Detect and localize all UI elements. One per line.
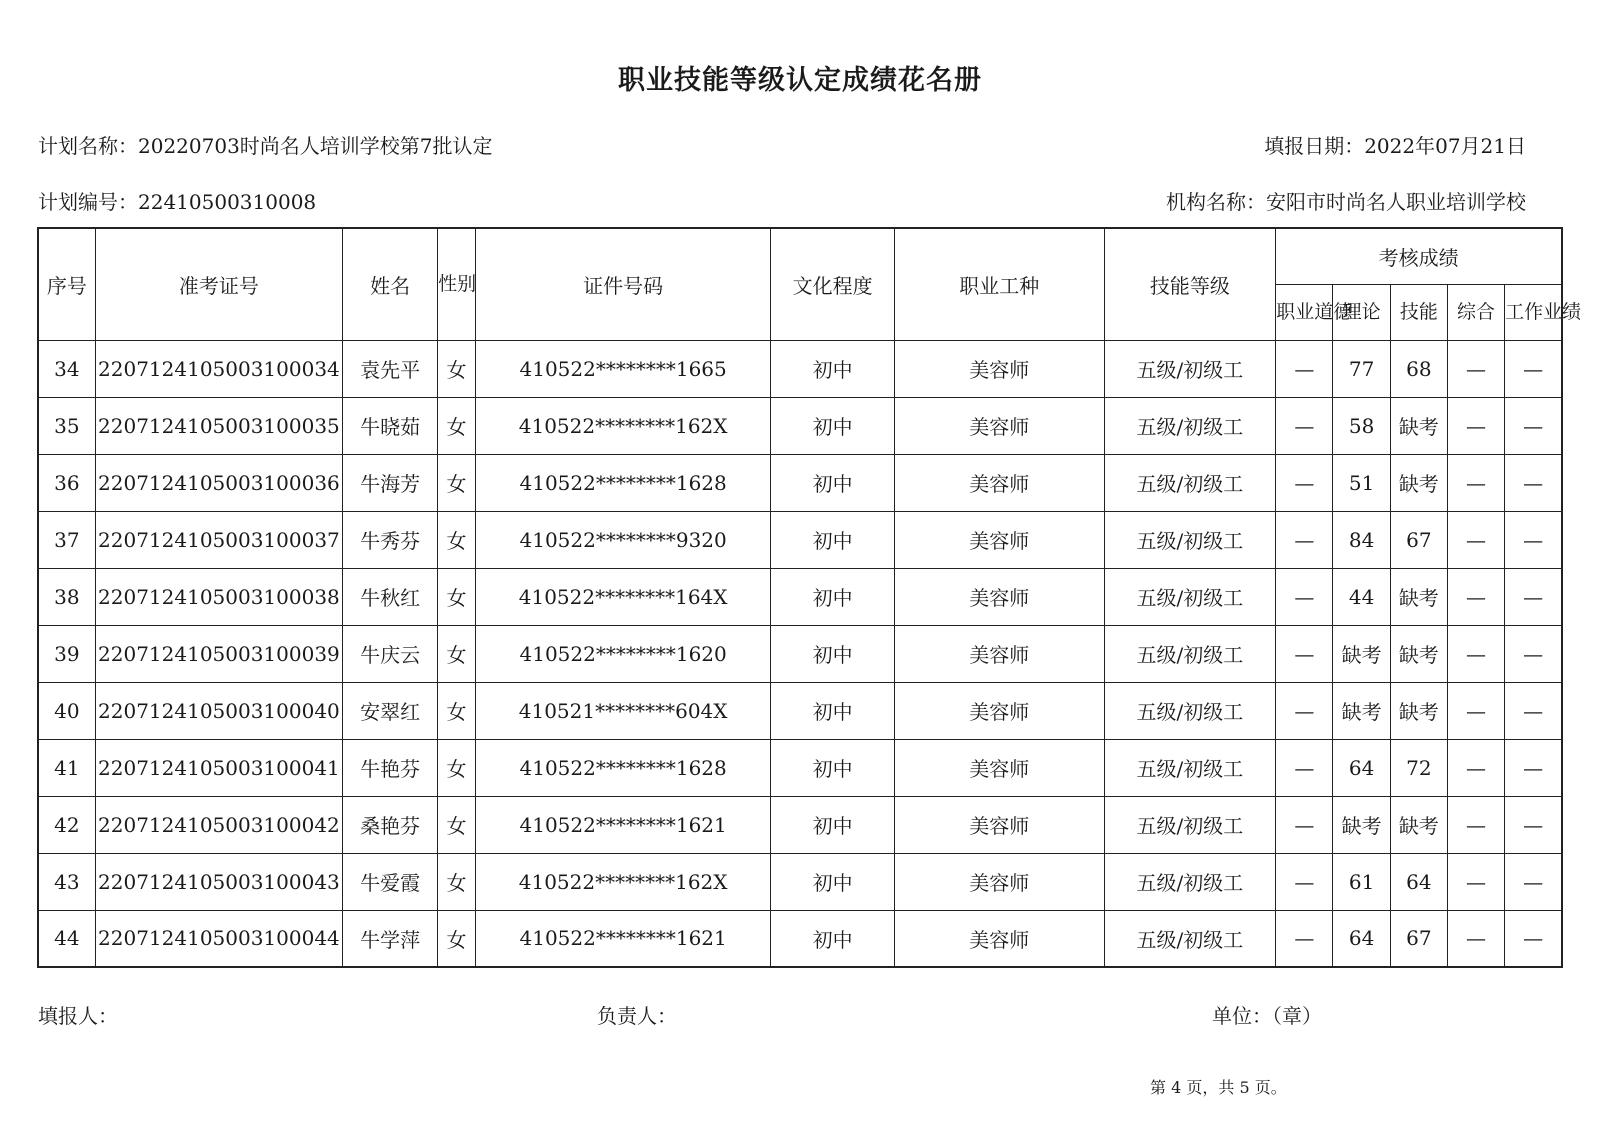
cell-name: 安翠红 [343, 682, 438, 739]
cell-theory: 缺考 [1333, 682, 1390, 739]
cell-skill: 64 [1390, 853, 1447, 910]
cell-seq: 44 [38, 910, 95, 967]
table-row [38, 796, 1562, 853]
cell-gender: 女 [438, 796, 476, 853]
cell-gender: 女 [438, 682, 476, 739]
cell-overall: — [1447, 910, 1504, 967]
cell-skill: 67 [1390, 511, 1447, 568]
cell-theory: 64 [1333, 739, 1390, 796]
cell-skill: 72 [1390, 739, 1447, 796]
cell-id-number: 410522********162X [475, 397, 770, 454]
cell-occupation: 美容师 [895, 454, 1105, 511]
roster-body [38, 340, 1562, 967]
cell-exam-number: 2207124105003100037 [95, 511, 342, 568]
cell-skill: 缺考 [1390, 682, 1447, 739]
cell-theory: 缺考 [1333, 796, 1390, 853]
table-row [38, 625, 1562, 682]
cell-education: 初中 [771, 340, 895, 397]
cell-theory: 64 [1333, 910, 1390, 967]
cell-name: 牛学萍 [343, 910, 438, 967]
cell-education: 初中 [771, 568, 895, 625]
cell-education: 初中 [771, 511, 895, 568]
header-ethics: 职业道德 [1276, 284, 1333, 340]
cell-education: 初中 [771, 910, 895, 967]
header-seq: 序号 [38, 228, 95, 340]
cell-education: 初中 [771, 454, 895, 511]
cell-name: 袁先平 [343, 340, 438, 397]
cell-gender: 女 [438, 397, 476, 454]
page-title: 职业技能等级认定成绩花名册 [618, 65, 982, 96]
cell-exam-number: 2207124105003100044 [95, 910, 342, 967]
cell-skill: 缺考 [1390, 397, 1447, 454]
cell-theory: 58 [1333, 397, 1390, 454]
cell-occupation: 美容师 [895, 625, 1105, 682]
cell-education: 初中 [771, 739, 895, 796]
header-skill-level: 技能等级 [1104, 228, 1276, 340]
header-skill: 技能 [1390, 284, 1447, 340]
cell-gender: 女 [438, 511, 476, 568]
cell-ethics: — [1276, 625, 1333, 682]
table-row [38, 340, 1562, 397]
cell-seq: 34 [38, 340, 95, 397]
report-date: 填报日期：2022年07月21日 [1264, 134, 1526, 158]
cell-id-number: 410522********1628 [475, 454, 770, 511]
cell-gender: 女 [438, 625, 476, 682]
cell-exam-number: 2207124105003100038 [95, 568, 342, 625]
cell-id-number: 410522********9320 [475, 511, 770, 568]
cell-skill: 68 [1390, 340, 1447, 397]
header-scores: 考核成绩 [1276, 228, 1562, 284]
cell-ethics: — [1276, 454, 1333, 511]
cell-skill-level: 五级/初级工 [1104, 511, 1276, 568]
cell-seq: 38 [38, 568, 95, 625]
cell-ethics: — [1276, 682, 1333, 739]
cell-work-performance: — [1505, 454, 1562, 511]
cell-overall: — [1447, 397, 1504, 454]
cell-seq: 41 [38, 739, 95, 796]
cell-gender: 女 [438, 340, 476, 397]
cell-overall: — [1447, 739, 1504, 796]
unit-seal-label: 单位：（章） [1212, 1004, 1322, 1028]
cell-theory: 61 [1333, 853, 1390, 910]
table-row [38, 682, 1562, 739]
cell-id-number: 410522********1621 [475, 796, 770, 853]
cell-overall: — [1447, 796, 1504, 853]
cell-id-number: 410521********604X [475, 682, 770, 739]
header-gender: 性别 [438, 228, 476, 340]
plan-number: 计划编号：22410500310008 [38, 190, 317, 214]
cell-work-performance: — [1505, 796, 1562, 853]
cell-work-performance: — [1505, 511, 1562, 568]
cell-exam-number: 2207124105003100043 [95, 853, 342, 910]
cell-ethics: — [1276, 397, 1333, 454]
cell-overall: — [1447, 454, 1504, 511]
cell-skill-level: 五级/初级工 [1104, 910, 1276, 967]
cell-skill-level: 五级/初级工 [1104, 454, 1276, 511]
cell-name: 牛爱霞 [343, 853, 438, 910]
table-row [38, 739, 1562, 796]
table-row [38, 511, 1562, 568]
cell-theory: 44 [1333, 568, 1390, 625]
cell-seq: 40 [38, 682, 95, 739]
cell-seq: 35 [38, 397, 95, 454]
cell-id-number: 410522********1620 [475, 625, 770, 682]
cell-id-number: 410522********1628 [475, 739, 770, 796]
cell-work-performance: — [1505, 340, 1562, 397]
cell-work-performance: — [1505, 910, 1562, 967]
cell-name: 牛庆云 [343, 625, 438, 682]
cell-ethics: — [1276, 511, 1333, 568]
cell-exam-number: 2207124105003100036 [95, 454, 342, 511]
cell-work-performance: — [1505, 739, 1562, 796]
cell-skill-level: 五级/初级工 [1104, 739, 1276, 796]
header-education: 文化程度 [771, 228, 895, 340]
organization-name: 机构名称：安阳市时尚名人职业培训学校 [1166, 190, 1526, 214]
cell-gender: 女 [438, 568, 476, 625]
cell-seq: 42 [38, 796, 95, 853]
cell-work-performance: — [1505, 853, 1562, 910]
cell-gender: 女 [438, 853, 476, 910]
cell-theory: 77 [1333, 340, 1390, 397]
header-work-performance: 工作业绩 [1505, 284, 1562, 340]
header-theory: 理论 [1333, 284, 1390, 340]
cell-education: 初中 [771, 682, 895, 739]
cell-skill-level: 五级/初级工 [1104, 682, 1276, 739]
cell-skill: 67 [1390, 910, 1447, 967]
cell-name: 桑艳芬 [343, 796, 438, 853]
cell-skill-level: 五级/初级工 [1104, 853, 1276, 910]
cell-overall: — [1447, 568, 1504, 625]
header-occupation: 职业工种 [895, 228, 1105, 340]
cell-skill: 缺考 [1390, 796, 1447, 853]
cell-occupation: 美容师 [895, 910, 1105, 967]
cell-gender: 女 [438, 910, 476, 967]
cell-overall: — [1447, 625, 1504, 682]
cell-name: 牛秋红 [343, 568, 438, 625]
cell-occupation: 美容师 [895, 796, 1105, 853]
cell-skill: 缺考 [1390, 568, 1447, 625]
cell-ethics: — [1276, 568, 1333, 625]
filler-label: 填报人： [38, 1004, 118, 1028]
cell-occupation: 美容师 [895, 682, 1105, 739]
cell-ethics: — [1276, 796, 1333, 853]
cell-skill: 缺考 [1390, 625, 1447, 682]
cell-id-number: 410522********164X [475, 568, 770, 625]
cell-id-number: 410522********1665 [475, 340, 770, 397]
cell-overall: — [1447, 682, 1504, 739]
cell-skill-level: 五级/初级工 [1104, 796, 1276, 853]
cell-exam-number: 2207124105003100040 [95, 682, 342, 739]
cell-occupation: 美容师 [895, 340, 1105, 397]
cell-id-number: 410522********1621 [475, 910, 770, 967]
page-indicator: 第 4 页，共 5 页。 [1150, 1078, 1287, 1097]
score-roster-table [37, 227, 1582, 968]
cell-education: 初中 [771, 853, 895, 910]
cell-education: 初中 [771, 397, 895, 454]
cell-occupation: 美容师 [895, 397, 1105, 454]
cell-skill-level: 五级/初级工 [1104, 568, 1276, 625]
cell-exam-number: 2207124105003100034 [95, 340, 342, 397]
cell-ethics: — [1276, 739, 1333, 796]
cell-work-performance: — [1505, 625, 1562, 682]
cell-skill-level: 五级/初级工 [1104, 340, 1276, 397]
cell-id-number: 410522********162X [475, 853, 770, 910]
principal-label: 负责人： [597, 1004, 677, 1028]
cell-skill-level: 五级/初级工 [1104, 397, 1276, 454]
header-name: 姓名 [343, 228, 438, 340]
header-exam-number: 准考证号 [95, 228, 342, 340]
cell-occupation: 美容师 [895, 853, 1105, 910]
header-overall: 综合 [1447, 284, 1504, 340]
cell-name: 牛晓茹 [343, 397, 438, 454]
cell-occupation: 美容师 [895, 511, 1105, 568]
cell-exam-number: 2207124105003100039 [95, 625, 342, 682]
cell-seq: 43 [38, 853, 95, 910]
cell-theory: 缺考 [1333, 625, 1390, 682]
cell-skill: 缺考 [1390, 454, 1447, 511]
cell-exam-number: 2207124105003100035 [95, 397, 342, 454]
cell-occupation: 美容师 [895, 568, 1105, 625]
cell-gender: 女 [438, 454, 476, 511]
table-row [38, 454, 1562, 511]
table-row [38, 853, 1562, 910]
header-id-number: 证件号码 [475, 228, 770, 340]
cell-theory: 84 [1333, 511, 1390, 568]
cell-exam-number: 2207124105003100042 [95, 796, 342, 853]
cell-ethics: — [1276, 853, 1333, 910]
cell-name: 牛海芳 [343, 454, 438, 511]
cell-education: 初中 [771, 625, 895, 682]
cell-gender: 女 [438, 739, 476, 796]
cell-theory: 51 [1333, 454, 1390, 511]
cell-seq: 37 [38, 511, 95, 568]
cell-work-performance: — [1505, 682, 1562, 739]
cell-name: 牛艳芬 [343, 739, 438, 796]
cell-ethics: — [1276, 340, 1333, 397]
table-row [38, 568, 1562, 625]
cell-exam-number: 2207124105003100041 [95, 739, 342, 796]
cell-name: 牛秀芬 [343, 511, 438, 568]
cell-overall: — [1447, 853, 1504, 910]
cell-seq: 36 [38, 454, 95, 511]
table-row [38, 397, 1562, 454]
cell-skill-level: 五级/初级工 [1104, 625, 1276, 682]
cell-overall: — [1447, 511, 1504, 568]
cell-work-performance: — [1505, 397, 1562, 454]
table-row [38, 910, 1562, 967]
cell-seq: 39 [38, 625, 95, 682]
header-row-1 [38, 228, 1562, 284]
cell-occupation: 美容师 [895, 739, 1105, 796]
cell-ethics: — [1276, 910, 1333, 967]
cell-education: 初中 [771, 796, 895, 853]
cell-work-performance: — [1505, 568, 1562, 625]
cell-overall: — [1447, 340, 1504, 397]
plan-name: 计划名称：20220703时尚名人培训学校第7批认定 [38, 134, 493, 158]
